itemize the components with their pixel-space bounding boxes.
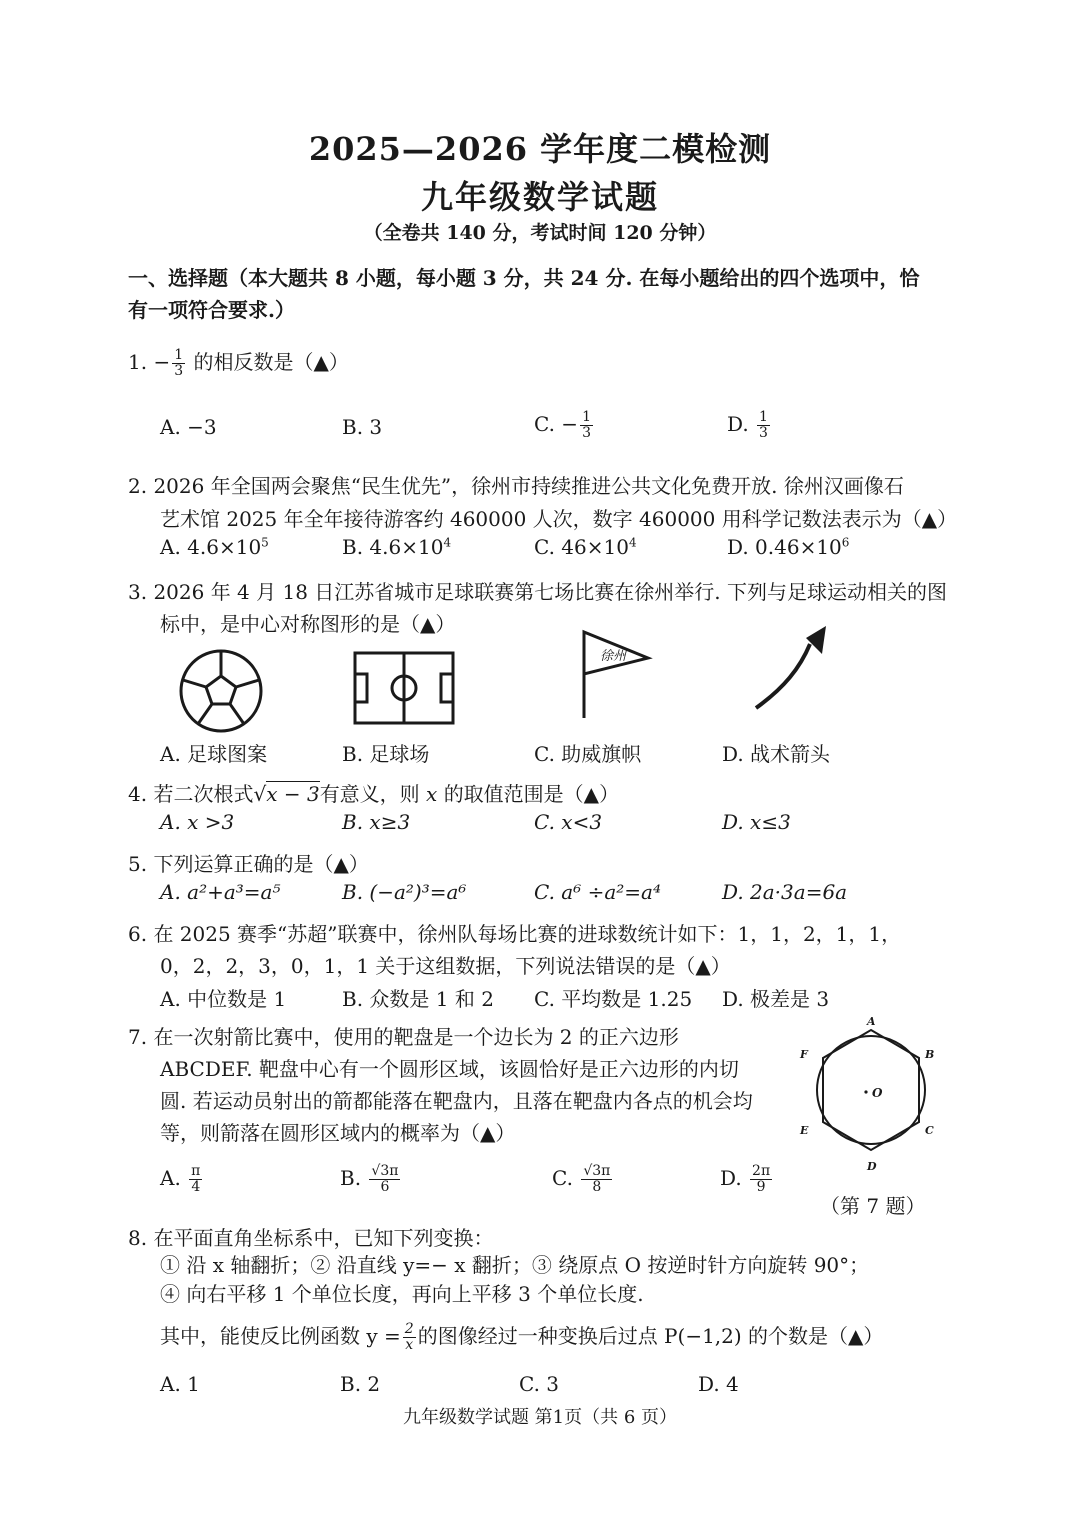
q8-fraction: $\frac{2}{x}$ [404,1321,414,1353]
q6-option-b: B. 众数是 1 和 2 [342,987,494,1011]
q7-line3: 圆. 若运动员射出的箭都能落在靶盘内，且落在靶盘内各点的机会均 [160,1089,753,1113]
q8-line2: ① 沿 x 轴翻折；② 沿直线 y=− x 翻折；③ 绕原点 O 按逆时针方向旋转 90°； [160,1253,870,1277]
q2-option-c: C. $46\times 10^4$ [534,535,637,559]
sqrt-radical: √ [253,782,267,806]
q6-line1: 6. 在 2025 赛季“苏超”联赛中，徐州队每场比赛的进球数统计如下：1，1，2，1，1， [128,922,902,946]
q3-line1: 3. 2026 年 4 月 18 日江苏省城市足球联赛第七场比赛在徐州举行. 下列与足球运动相关的图 [128,580,948,604]
vertex-label-d: D [867,1160,877,1173]
q8-line4: 其中，能使反比例函数 y = $\frac{2}{x}$ 的图像经过一种变换后过点 P(−1,2) 的个数是（▲） [160,1321,884,1353]
hexagon-target-figure [796,1012,946,1180]
vertex-label-b: B [925,1048,935,1061]
q8-line1: 8. 在平面直角坐标系中，已知下列变换： [128,1226,494,1250]
section-heading [128,262,958,326]
q1-stem-text: 的相反数是（▲） [193,350,349,374]
q8-line3: ④ 向右平移 1 个单位长度，再向上平移 3 个单位长度. [160,1282,644,1306]
q7-figure-caption: （第 7 题） [820,1194,926,1218]
q5-option-a: A. a²+a³=a⁵ [160,880,281,904]
q3-option-c: C. 助威旗帜 [534,742,642,766]
q6-option-a: A. 中位数是 1 [160,987,287,1011]
vertex-label-c: C [925,1124,934,1137]
q1-option-c: C. − $\frac{1}{3}$ [534,409,591,441]
q1-option-a: A. −3 [160,415,217,439]
q3-option-d: D. 战术箭头 [722,742,831,766]
cheering-flag-figure [578,628,658,720]
q5-option-c: C. a⁶ ÷a²=a⁴ [534,880,662,904]
q5-option-d: D. 2a·3a=6a [722,880,848,904]
q6-line2: 0，2，2，3，0，1，1 关于这组数据，下列说法错误的是（▲） [160,954,731,978]
q4-radicand: x − 3 [266,782,320,806]
q7-line4: 等，则箭落在圆形区域内的概率为（▲） [160,1121,516,1145]
vertex-label-f: F [800,1048,808,1061]
soccer-field-figure [352,650,456,726]
q6-option-d: D. 极差是 3 [722,987,830,1011]
q3-option-a: A. 足球图案 [160,742,268,766]
q5-option-b: B. (−a²)³=a⁶ [342,880,467,904]
q4-stem: 4. 若二次根式√x − 3有意义，则 x 的取值范围是（▲） [128,782,620,806]
q5-stem: 5. 下列运算正确的是（▲） [128,852,369,876]
page-footer: 九年级数学试题 第1页（共 6 页） [402,1407,678,1428]
q3-option-b: B. 足球场 [342,742,430,766]
q4-option-d: D. x≤3 [722,810,791,834]
q4-option-b: B. x≥3 [342,810,411,834]
q4-option-a: A. x >3 [160,810,235,834]
exam-subtitle: 九年级数学试题 [420,178,659,216]
q8-option-a: A. 1 [160,1372,200,1396]
center-label: O [872,1086,883,1100]
q1-option-d: D. $\frac{1}{3}$ [727,409,768,441]
q8-option-d: D. 4 [698,1372,739,1396]
q7-option-c: C. $\frac{√3\pi}{8}$ [552,1163,611,1195]
exam-title: 2025—2026 学年度二模检测 [308,130,772,168]
q7-line2: ABCDEF. 靶盘中心有一个圆形区域，该圆恰好是正六边形的内切 [160,1057,739,1081]
q6-option-c: C. 平均数是 1.25 [534,987,693,1011]
q2-line1: 2. 2026 年全国两会聚焦“民生优先”，徐州市持续推进公共文化免费开放. 徐州汉画像石 [128,474,904,498]
flag-text: 徐州 [600,649,627,664]
section-heading-line2: 有一项符合要求.） [128,298,295,322]
q2-line2: 艺术馆 2025 年全年接待游客约 460000 人次，数字 460000 用科学记数法表示为（▲） [160,507,958,531]
exam-note: （全卷共 140 分，考试时间 120 分钟） [363,222,717,244]
q1-minus: − [153,350,171,374]
q1-fraction: $\frac{1}{3}$ [174,347,184,379]
tactical-arrow-figure [748,624,834,714]
vertex-label-a: A [867,1015,876,1028]
q7-option-b: B. $\frac{√3\pi}{6}$ [340,1163,399,1195]
q1-number: 1. [128,350,148,374]
q1-option-b: B. 3 [342,415,383,439]
q2-option-a: A. $4.6\times 10^5$ [160,535,269,559]
q2-option-d: D. $0.46\times 10^6$ [727,535,850,559]
q3-line2: 标中，是中心对称图形的是（▲） [160,612,456,636]
q7-option-a: A. $\frac{\pi}{4}$ [160,1163,201,1195]
q2-option-b: B. $4.6\times 10^4$ [342,535,452,559]
vertex-label-e: E [800,1124,809,1137]
q1-stem [128,346,349,379]
q8-option-c: C. 3 [519,1372,560,1396]
section-heading-line1: 一、选择题（本大题共 8 小题，每小题 3 分，共 24 分. 在每小题给出的四个选项中，恰 [128,266,920,290]
q8-option-b: B. 2 [340,1372,381,1396]
q7-option-d: D. $\frac{2\pi}{9}$ [720,1163,771,1195]
q7-line1: 7. 在一次射箭比赛中，使用的靶盘是一个边长为 2 的正六边形 [128,1025,679,1049]
soccer-ball-figure [176,648,266,734]
q4-option-c: C. x<3 [534,810,603,834]
